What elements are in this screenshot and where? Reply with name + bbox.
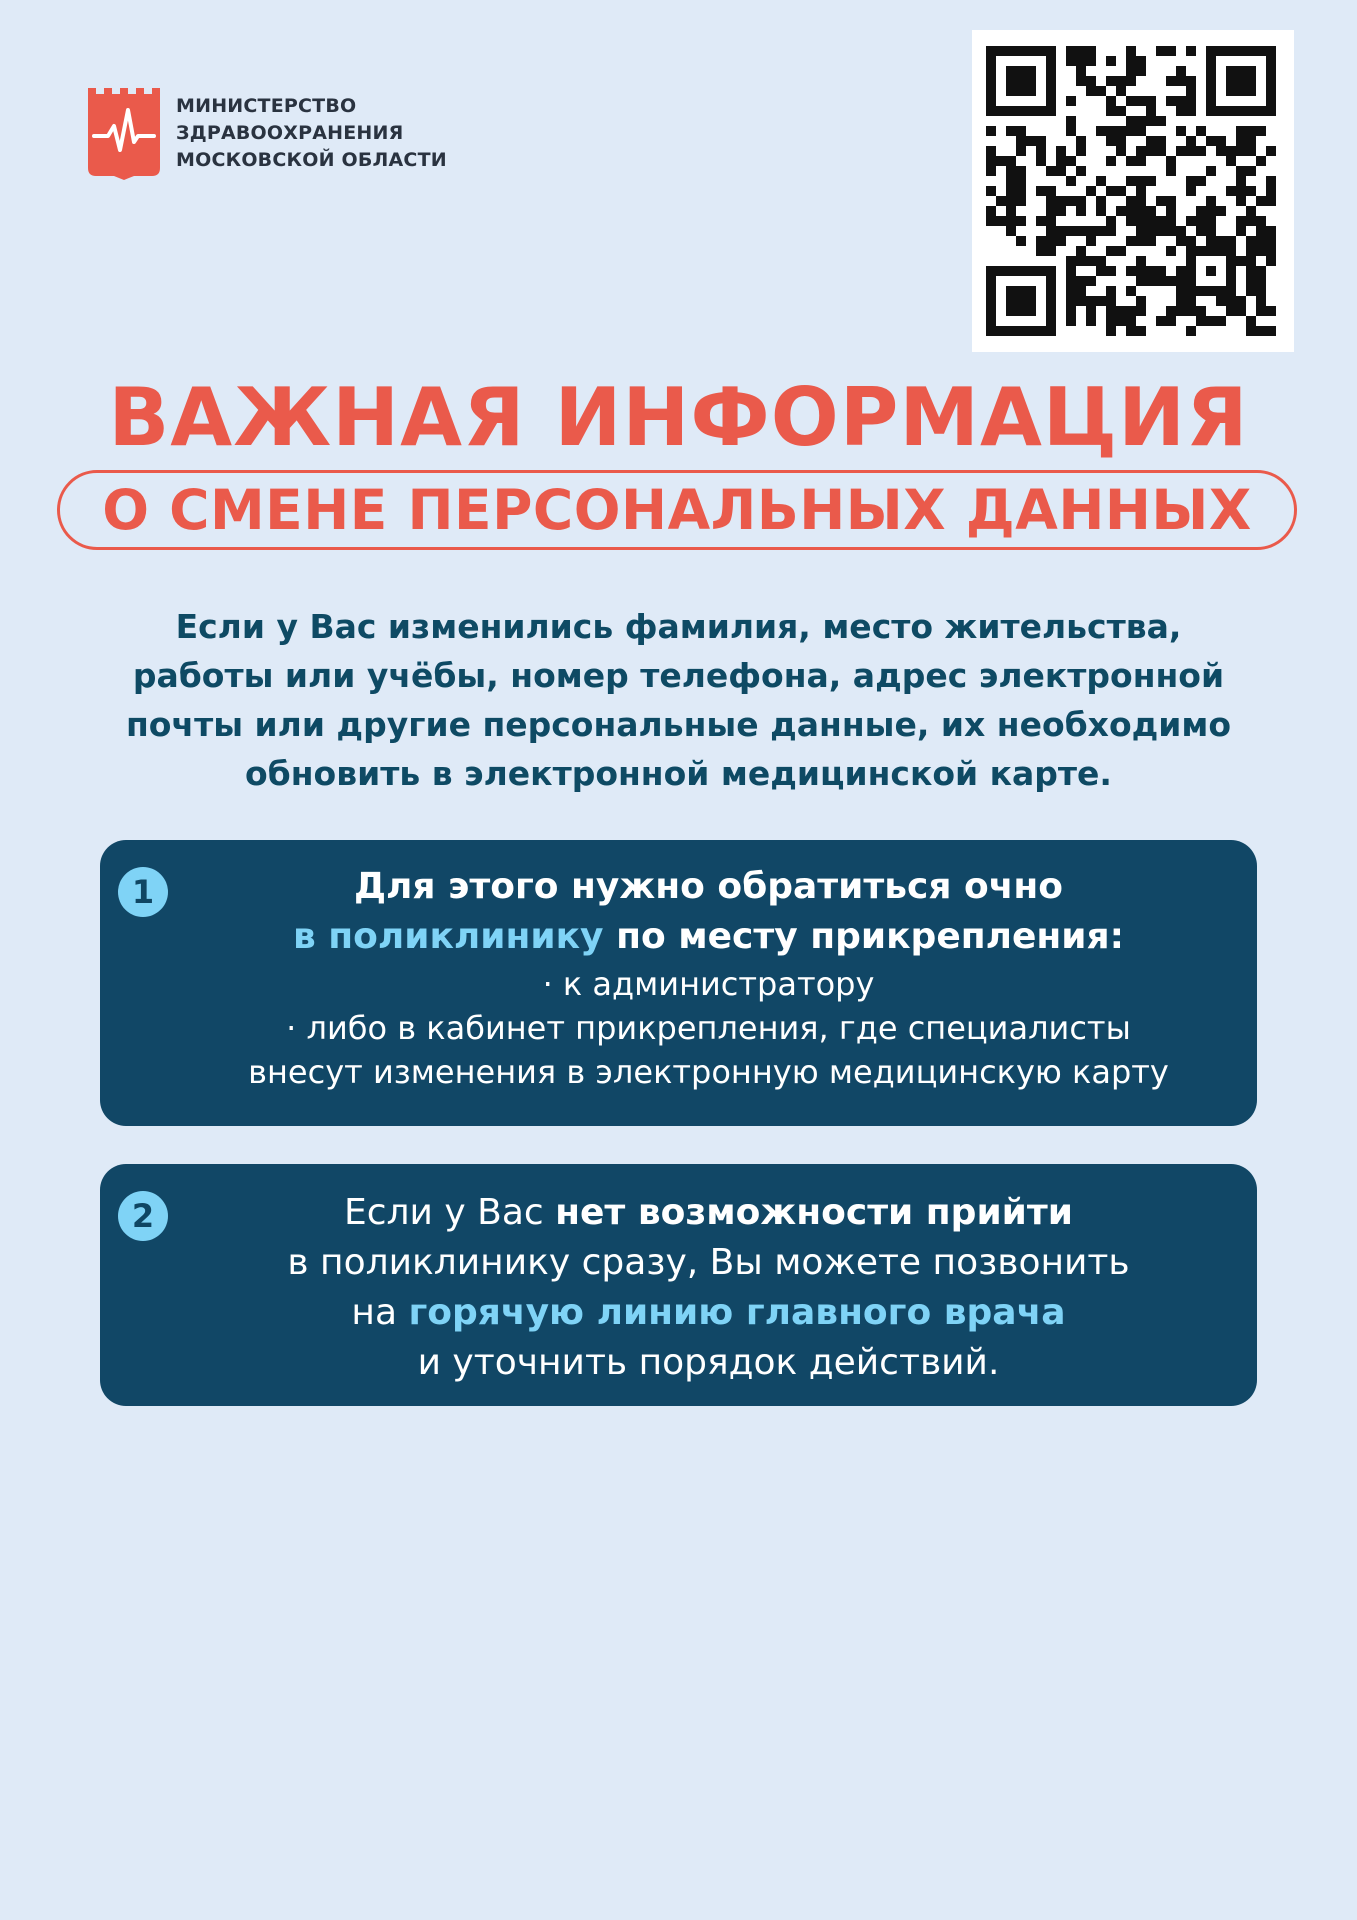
intro-line-4: обновить в электронной медицинской карте. — [245, 754, 1112, 793]
step-1-bullet-1: · к администратору — [542, 965, 875, 1003]
intro-line-3: почты или другие персональные данные, их необходимо — [125, 705, 1232, 744]
ministry-line-2: ЗДРАВООХРАНЕНИЯ — [176, 122, 404, 144]
intro-text — [40, 602, 1317, 798]
step-2-text — [170, 1188, 1247, 1388]
step-2-line-3 — [170, 1288, 1247, 1338]
step-2-line-3-pre: на — [351, 1292, 409, 1333]
ministry-logo — [88, 88, 160, 180]
subtitle-frame — [57, 470, 1297, 550]
step-2-line-1-bold: нет возможности прийти — [555, 1192, 1073, 1233]
step-1-bullet-3: внесут изменения в электронную медицинскую карту — [248, 1053, 1169, 1091]
step-2-number-badge: 2 — [118, 1191, 168, 1241]
step-1-highlight: в поликлинику — [292, 916, 604, 957]
step-1-panel — [100, 840, 1257, 1126]
ministry-line-3: МОСКОВСКОЙ ОБЛАСТИ — [176, 149, 447, 171]
step-2-line-2: в поликлинику сразу, Вы можете позвонить — [287, 1242, 1130, 1283]
step-1-line-2 — [170, 912, 1247, 962]
step-1-line-1: Для этого нужно обратиться очно — [353, 866, 1064, 907]
step-1-text — [170, 862, 1247, 1094]
page-title: ВАЖНАЯ ИНФОРМАЦИЯ — [108, 371, 1249, 464]
step-2-line-1 — [170, 1188, 1247, 1238]
step-2-line-4: и уточнить порядок действий. — [417, 1342, 1000, 1383]
qr-code[interactable] — [972, 30, 1294, 352]
step-2-panel — [100, 1164, 1257, 1406]
qr-code-pattern — [986, 46, 1280, 336]
hotline-highlight: горячую линию главного врача — [408, 1292, 1066, 1333]
ministry-line-1: МИНИСТЕРСТВО — [176, 95, 357, 117]
step-1-number-badge: 1 — [118, 867, 168, 917]
step-1-line-2-rest: по месту прикрепления: — [603, 916, 1125, 957]
ministry-name — [176, 93, 447, 174]
step-1-bullet-2: · либо в кабинет прикрепления, где специалисты — [286, 1009, 1131, 1047]
step-2-line-1-pre: Если у Вас — [344, 1192, 556, 1233]
intro-line-2: работы или учёбы, номер телефона, адрес электронной — [132, 656, 1225, 695]
intro-line-1: Если у Вас изменились фамилия, место жительства, — [175, 607, 1182, 646]
page-subtitle: О СМЕНЕ ПЕРСОНАЛЬНЫХ ДАННЫХ — [102, 478, 1252, 542]
